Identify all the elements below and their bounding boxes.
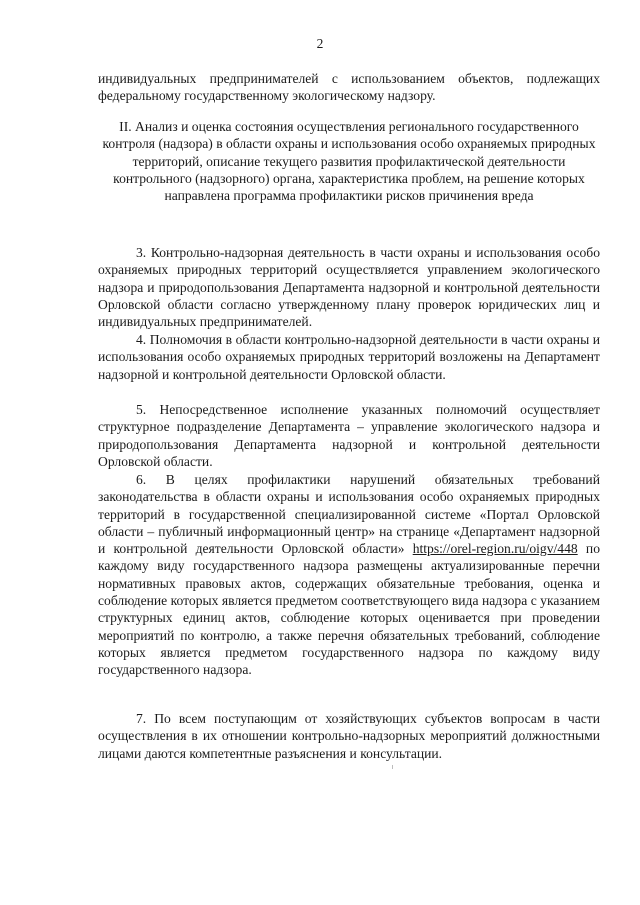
page-number: 2: [316, 36, 324, 51]
paragraph-5: 5. Непосредственное исполнение указанных полномочий осуществляет структурное подразделение Департамента – управление экологического надзора и природопользования Департамента надзорной и контрольной деятельности Орловской области.: [98, 402, 600, 469]
portal-link[interactable]: https://orel-region.ru/oigv/448: [412, 541, 578, 557]
scan-mark: [392, 765, 393, 769]
paragraph-4: 4. Полномочия в области контрольно-надзорной деятельности в части охраны и использования особо охраняемых природных территорий возложены на Департамент надзорной и контрольной деятельности Орловской области.: [98, 332, 600, 382]
paragraph-6: [98, 471, 600, 679]
section-heading: II. Анализ и оценка состояния осуществления регионального государственного контроля (надзора) в области охраны и использования особо охраняемых природных территорий, описание текущего развития профилактической деятельности контрольного (надзорного) органа, характеристика проблем, на решение которых направлена программа профилактики рисков причинения вреда: [102, 119, 596, 204]
intro-paragraph: индивидуальных предпринимателей с использованием объектов, подлежащих федеральному государственному экологическому надзору.: [98, 71, 600, 104]
paragraph-6-text-before-link: 6. В целях профилактики нарушений обязательных требований законодательства в области охраны и использования особо охраняемых природных территорий в государственной специализированной системе «Портал Орловской области – публичный информационный центр» на странице «Департамент надзорной и контрольной деятельности Орловской области»: [98, 472, 600, 557]
paragraph-7: 7. По всем поступающим от хозяйствующих субъектов вопросам в части осуществления в их отношении контрольно-надзорных мероприятий должностными лицами даются компетентные разъяснения и консультации.: [98, 711, 600, 761]
paragraph-6-text-after-link: по каждому виду государственного надзора размещены актуализированные перечни нормативных правовых актов, содержащих обязательные требования, оценка и соблюдение которых является предметом соответствующего вида надзора с указанием структурных единиц актов, соблюдение которых оценивается при проведении мероприятий по контролю, а также перечня обязательных требований, соблюдение которых является предметом государственного надзора по каждому виду государственного надзора.: [98, 541, 600, 678]
paragraph-3: 3. Контрольно-надзорная деятельность в части охраны и использования особо охраняемых природных территорий осуществляется управлением экологического надзора и природопользования Департамента надзорной и контрольной деятельности Орловской области согласно утвержденному плану проверок юридических лиц и индивидуальных предпринимателей.: [98, 245, 600, 330]
